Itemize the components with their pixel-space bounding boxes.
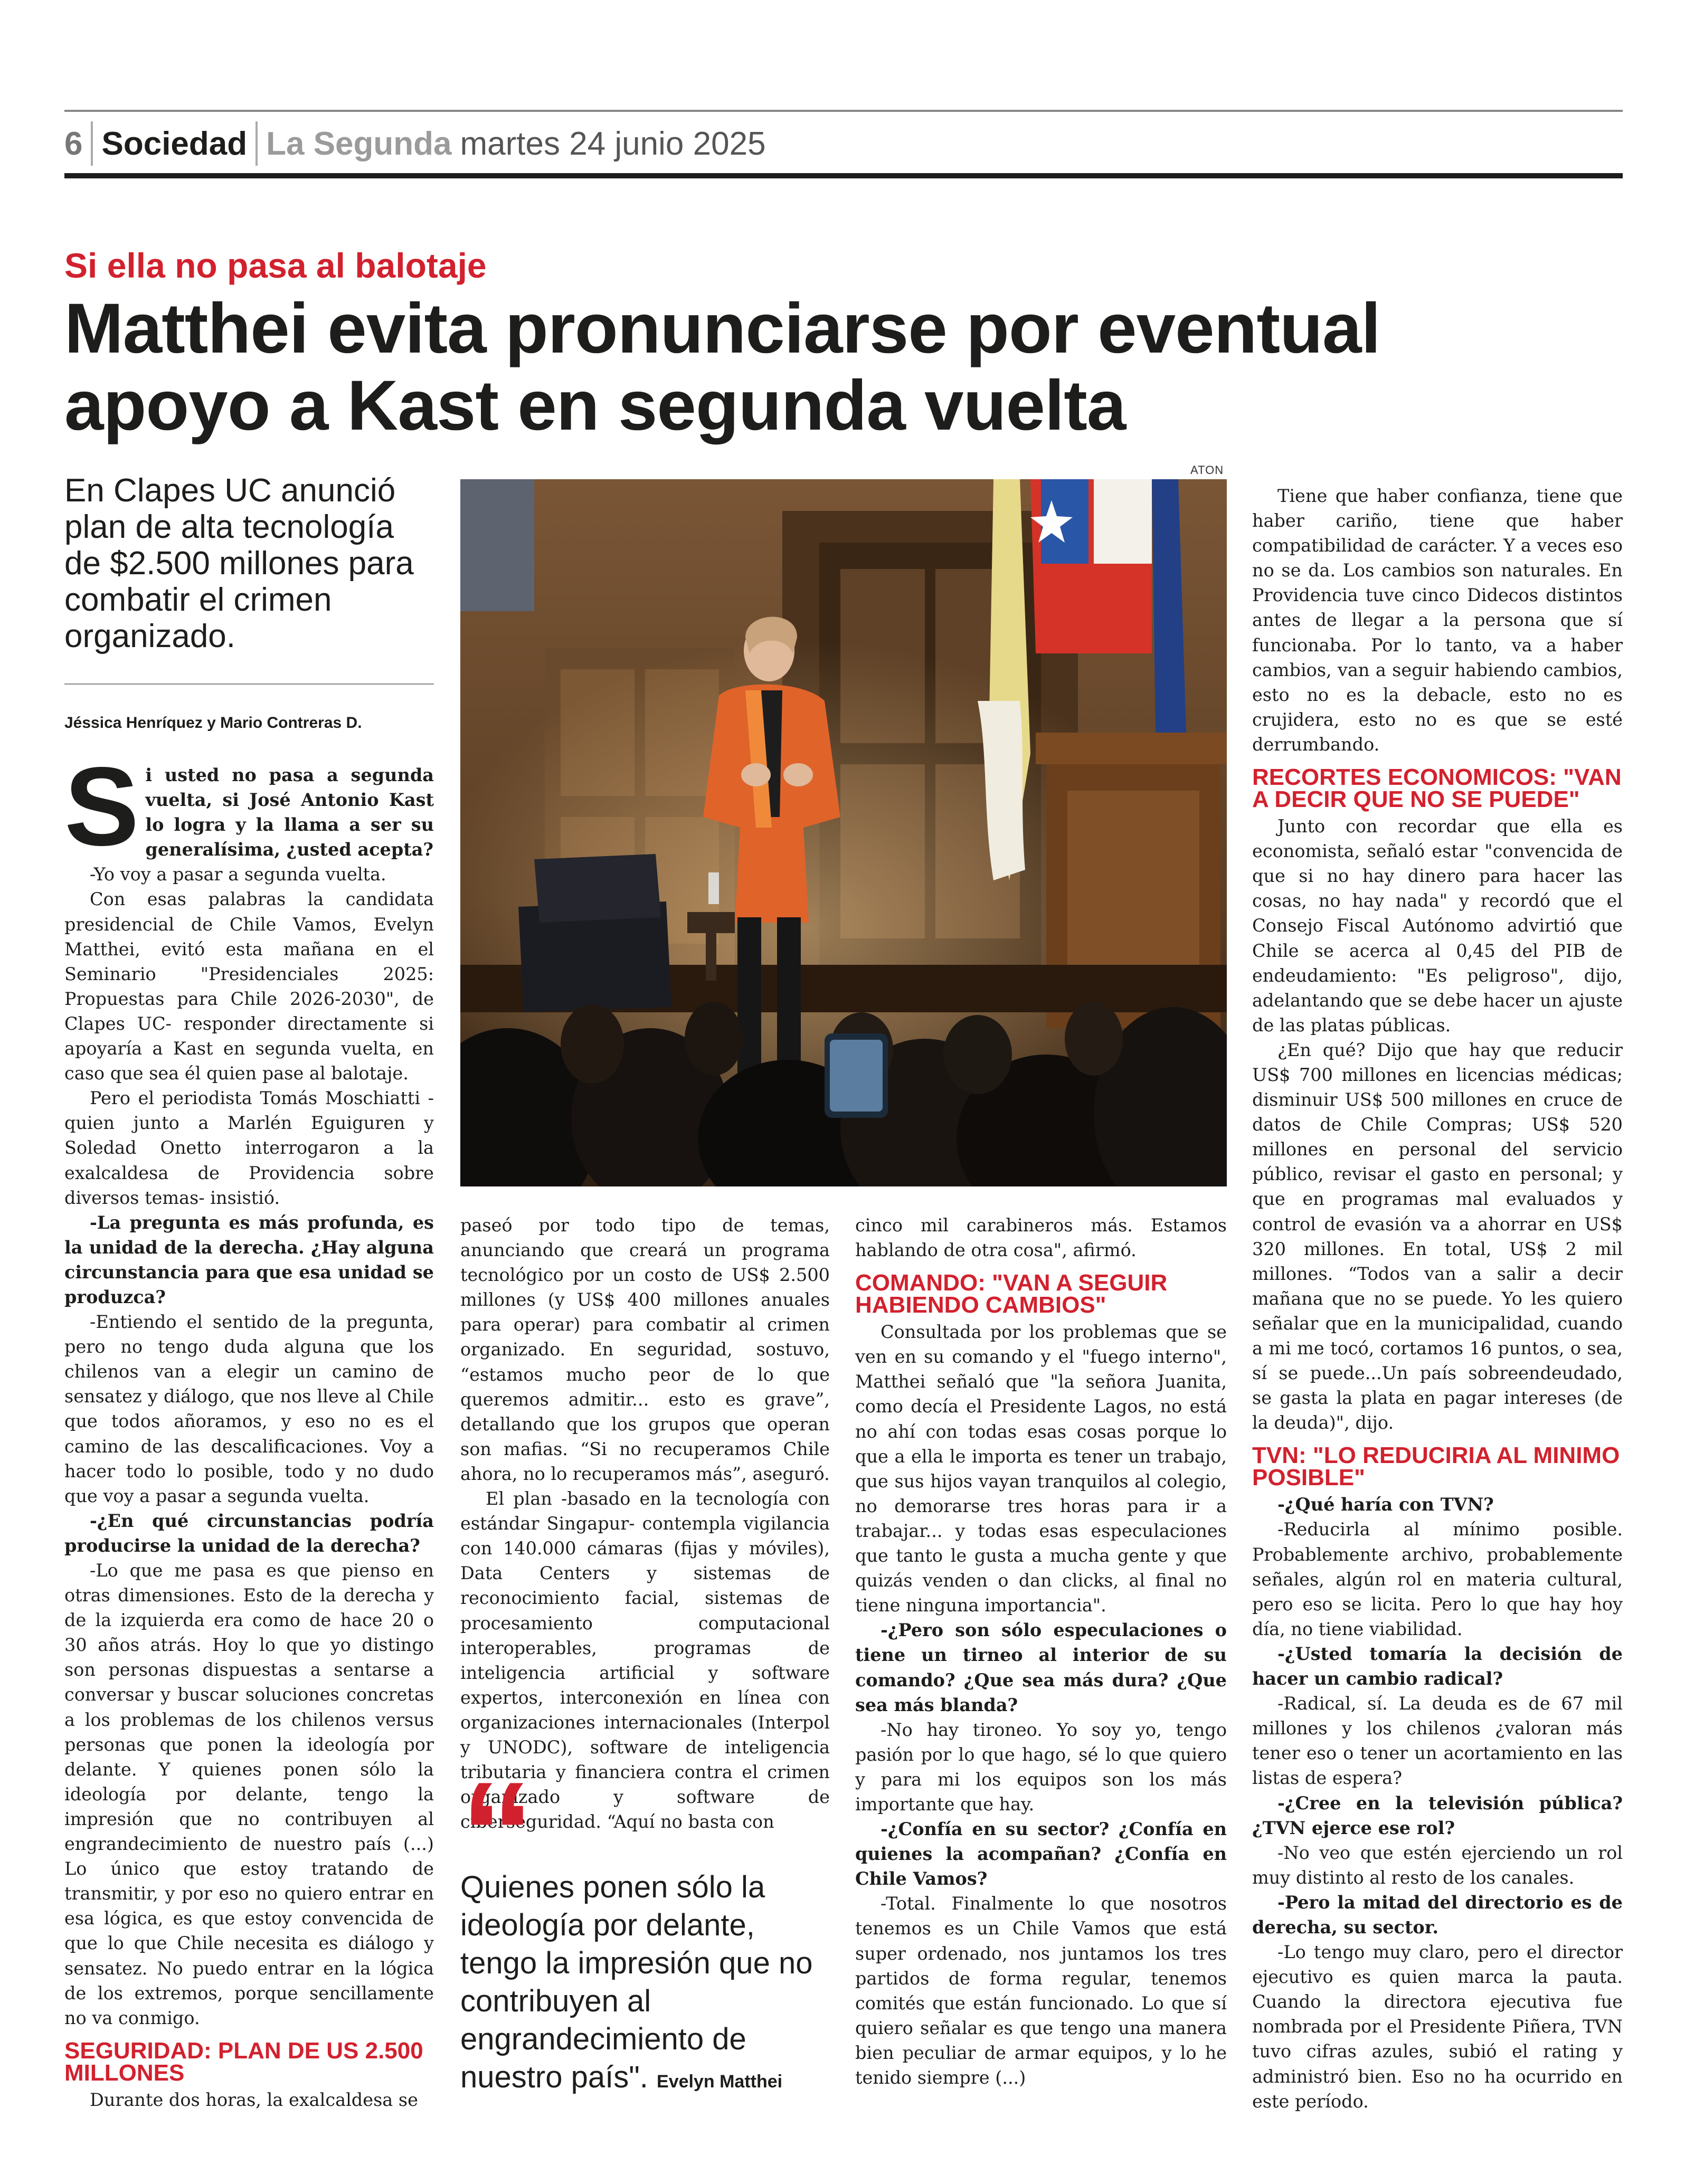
interview-question: -¿En qué circunstancias podría producirse la unidad de la derecha?	[64, 1510, 434, 1556]
interview-question: -¿Pero son sólo especulaciones o tiene un tirneo al interior de su comando? ¿Que sea más dura? ¿Que sea más blanda?	[855, 1620, 1227, 1715]
byline: Jéssica Henríquez y Mario Contreras D.	[64, 714, 362, 732]
top-rule	[64, 110, 1623, 112]
interview-question: -Pero la mitad del directorio es de derecha, su sector.	[1252, 1892, 1623, 1938]
subhead: SEGURIDAD: PLAN DE US 2.500 MILLONES	[64, 2037, 423, 2086]
deck-rule	[64, 683, 434, 685]
deck: En Clapes UC anunció plan de alta tecnología de $2.500 millones para combatir el crimen organizado.	[64, 472, 414, 654]
paragraph: Tiene que haber confianza, tiene que haber cariño, tiene que haber compatibilidad de carácter. Y a veces eso no se da. Los cambios son naturales. En Providencia tuve cinco Didecos distintos antes de llegar a la persona que sí funcionaba. Por lo tanto, va a haber cambios, van a seguir habiendo cambios, esto no es la debacle, esto no es crujidera, esto no es que se esté derrumbando.	[1252, 486, 1623, 755]
newspaper-name: La Segunda	[266, 125, 452, 162]
paragraph: Pero el periodista Tomás Moschiatti -quien junto a Marlén Eguiguren y Soledad Onetto interrogaron a la exalcaldesa de Providencia sobre diversos temas- insistió.	[64, 1088, 434, 1208]
column-3	[855, 1213, 1227, 2090]
pull-quote	[460, 1868, 830, 2101]
page-header	[64, 117, 766, 170]
paragraph: -No veo que estén ejerciendo un rol muy distinto al resto de los canales.	[1252, 1842, 1623, 1888]
paragraph: paseó por todo tipo de temas, anunciando que creará un programa tecnológico por un costo de US$ 2.500 millones (y US$ 400 millones anuales para operar) para combatir al crimen organizado. En seguridad, sostuvo, “estamos mucho peor de lo que queremos admitir... esto es grave”, detallando que los grupos que operan son mafias. “Si no recuperamos Chile ahora, no lo recuperamos más”, aseguró.	[460, 1215, 830, 1484]
paragraph: -Reducirla al mínimo posible. Probablemente archivo, probablemente señales, algún rol en materia cultural, pero eso se licita. Pero lo que hay hoy día, no tiene viabilidad.	[1252, 1519, 1623, 1639]
lead-question: i usted no pasa a segunda vuelta, si José Antonio Kast lo logra y la llama a ser su generalísima, ¿usted acepta?	[145, 765, 434, 860]
paragraph: El plan -basado en la tecnología con estándar Singapur- contempla vigilancia con 140.000 cámaras (fijas y móviles), Data Centers y sistemas de reconocimiento facial, sistemas de procesamiento computacional interoperables, programas de inteligencia artificial y software expertos, interconexión en línea con organizaciones internacionales (Interpol y UNODC), software de inteligencia tributaria y financiera contra el crimen organizado y software de ciberseguridad. “Aquí no basta con	[460, 1488, 830, 1832]
paragraph: Consultada por los problemas que se ven en su comando y el "fuego interno", Matthei señaló que "la señora Juanita, como decía el Presidente Lagos, no está no ahí con todas esas cosas porque lo que a ella le importa es tener un trabajo, que sus hijos vayan tranquilos al colegio, no demorarse tres horas para ir a trabajar... y todas esas especulaciones que tanto le gusta a mucha gente y que quizás venden o dan clicks, al final no tiene ninguna importancia".	[855, 1322, 1227, 1616]
paragraph: -Radical, sí. La deuda es de 67 mil millones y los chilenos ¿valoran más tener eso o tener un acortamiento en las listas de espera?	[1252, 1693, 1623, 1789]
column-2	[460, 1213, 830, 1834]
interview-question: -¿Confía en su sector? ¿Confía en quienes la acompañan? ¿Confía en Chile Vamos?	[855, 1819, 1227, 1889]
paragraph: Con esas palabras la candidata presidencial de Chile Vamos, Evelyn Matthei, evitó esta mañana en el Seminario "Presidenciales 2025: Propuestas para Chile 2026-2030", de Clapes UC- responder directamente si apoyaría a Kast en segunda vuelta, en caso que sea él quien pase al balotaje.	[64, 889, 434, 1084]
paragraph: ¿En qué? Dijo que hay que reducir US$ 700 millones en licencias médicas; disminuir US$ 500 millones en cruce de datos de Chile Compras; US$ 520 millones en personal del servicio público, revisar el gasto en personal; y que en programas mal evaluados y control de evasión va a ahorrar en US$ 320 millones. En total, US$ 2 mil millones. “Todos van a salir a decir mañana que no se puede. Yo les quiero señalar que en la municipalidad, cuando a mi me tocó, cortamos 16 puntos, o sea, sí se puede...Un país sobreendeudado, se gasta la plata en pagar intereses (de la deuda)", dijo.	[1252, 1039, 1623, 1433]
header-rule	[64, 173, 1623, 178]
header-divider	[91, 121, 93, 166]
paragraph: -Yo voy a pasar a segunda vuelta.	[90, 864, 386, 885]
column-1	[64, 744, 434, 2112]
paragraph: -Total. Finalmente lo que nosotros tenemos es un Chile Vamos que está super ordenado, nos juntamos los tres partidos de forma regular, tenemos comités que están funcionado. Lo que sí quiero señalar es que tengo una manera bien peculiar de armar equipos, y lo he tenido siempre (...)	[855, 1893, 1227, 2088]
paragraph: -No hay tironeo. Yo soy yo, tengo pasión por lo que hago, sé lo que quiero y para mi los equipos son los más importante que hay.	[855, 1719, 1227, 1815]
article-photo	[460, 479, 1227, 1186]
subhead: RECORTES ECONOMICOS: "VAN A DECIR QUE NO SE PUEDE"	[1252, 764, 1622, 813]
subhead: COMANDO: "VAN A SEGUIR HABIENDO CAMBIOS"	[855, 1270, 1168, 1318]
headline-line-1: Matthei evita pronunciarse por eventual	[64, 289, 1380, 368]
headline-line-2: apoyo a Kast en segunda vuelta	[64, 366, 1126, 445]
pull-quote-text: Quienes ponen sólo la ideología por delante, tengo la impresión que no contribuyen al engrandecimiento de nuestro país".	[460, 1870, 813, 2094]
quote-mark-icon: “	[460, 1752, 534, 1916]
kicker: Si ella no pasa al balotaje	[64, 246, 487, 285]
interview-question: -¿Usted tomaría la decisión de hacer un cambio radical?	[1252, 1643, 1623, 1689]
page-number: 6	[64, 125, 83, 162]
subhead: TVN: "LO REDUCIRIA AL MINIMO POSIBLE"	[1252, 1442, 1620, 1491]
paragraph: -Lo que me pasa es que pienso en otras dimensiones. Esto de la derecha y de la izquierda era como de hace 20 o 30 años atrás. Hoy lo que yo distingo son personas dispuestas a sentarse a conversar y buscar soluciones concretas a los problemas de los chilenos versus personas que ponen la ideología por delante. Y quienes ponen sólo la ideología por delante, tengo la impresión que no contribuyen al engrandecimiento de nuestro país (...) Lo único que estoy tratando de transmitir, y por eso no quiero entrar en esa lógica, es que estoy convencida de que lo que Chile necesita es diálogo y sensatez. No puedo entrar en la lógica de los extremos, porque sencillamente no va conmigo.	[64, 1560, 434, 2028]
section-name: Sociedad	[101, 125, 248, 162]
paragraph: -Entiendo el sentido de la pregunta, pero no tengo duda alguna que los chilenos van a elegir un camino de sensatez y diálogo, que nos lleve al Chile que todos añoramos, y eso no es el camino de las descalificaciones. Voy a hacer todo lo posible, todo y no dudo que voy a pasar a segunda vuelta.	[64, 1312, 434, 1506]
interview-question: -¿Cree en la televisión pública? ¿TVN ejerce ese rol?	[1252, 1792, 1623, 1838]
pull-quote-author: Evelyn Matthei	[657, 2072, 783, 2092]
paragraph: cinco mil carabineros más. Estamos hablando de otra cosa", afirmó.	[855, 1215, 1227, 1261]
paragraph: Junto con recordar que ella es economista, señaló estar "convencida de que si no hay dinero para hacer las cosas, no hay nada" y recordó que el Consejo Fiscal Autónomo advirtió que Chile se acerca al 0,45 del PIB de endeudamiento: "Es peligroso", dijo, adelantando que se debe hacer un ajuste de las platas públicas.	[1252, 816, 1623, 1036]
headline	[64, 290, 1595, 444]
header-divider	[255, 121, 258, 166]
issue-date: martes 24 junio 2025	[460, 125, 766, 162]
column-4	[1252, 483, 1623, 2114]
paragraph: -Lo tengo muy claro, pero el director ejecutivo es quien marca la pauta. Cuando la directora ejecutiva fue nombrada por el Presidente Piñera, TVN tuvo cifras azules, subió el rating y administró bien. Eso no ha ocurrido en este período.	[1252, 1942, 1623, 2112]
paragraph: Durante dos horas, la exalcaldesa se	[90, 2089, 418, 2110]
interview-question: -La pregunta es más profunda, es la unidad de la derecha. ¿Hay alguna circunstancia para que esa unidad se produzca?	[64, 1212, 434, 1307]
photo-credit: ATON	[1190, 463, 1224, 477]
dropcap: S	[64, 744, 139, 869]
interview-question: -¿Qué haría con TVN?	[1277, 1494, 1494, 1515]
